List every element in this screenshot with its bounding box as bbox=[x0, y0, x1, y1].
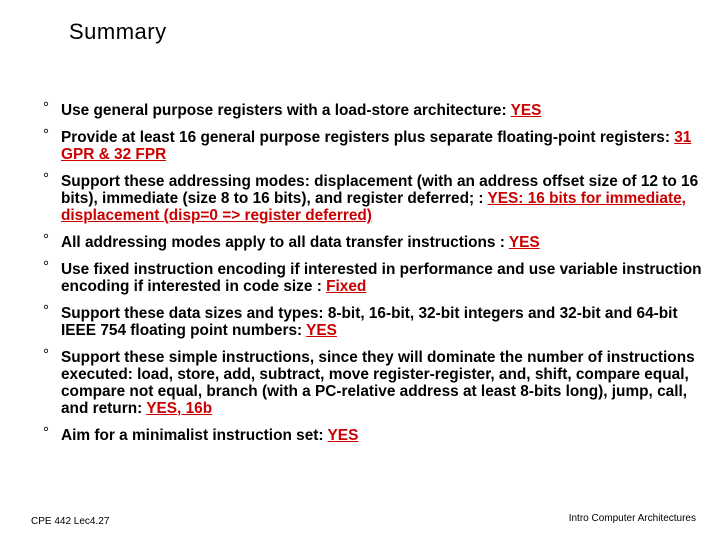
bullet-item bbox=[43, 170, 703, 224]
bullet-answer: YES bbox=[327, 427, 359, 444]
bullet-text: Support these data sizes and types: 8-bit, 16-bit, 32-bit integers and 32-bit and 64-bit IEEE 754 floating point numbers: bbox=[61, 305, 678, 339]
bullet-answer: YES bbox=[508, 234, 540, 251]
bullet-answer: 31 GPR & 32 FPR bbox=[61, 129, 692, 163]
bullet-text: Aim for a minimalist instruction set: bbox=[61, 427, 328, 444]
bullet-item bbox=[43, 231, 703, 251]
bullet-answer: Fixed bbox=[326, 278, 367, 295]
bullet-marker: ° bbox=[43, 302, 49, 319]
bullet-item bbox=[43, 424, 703, 444]
bullet-text: Use general purpose registers with a load-store architecture: bbox=[61, 102, 511, 119]
bullet-answer: YES: 16 bits for immediate, displacement (disp=0 => register deferred) bbox=[61, 190, 686, 224]
bullet-marker: ° bbox=[43, 346, 49, 363]
bullet-text: Provide at least 16 general purpose registers plus separate floating-point registers: bbox=[61, 129, 675, 146]
bullet-item bbox=[43, 258, 703, 295]
bullet-text: All addressing modes apply to all data transfer instructions : bbox=[61, 234, 509, 251]
bullet-answer: YES bbox=[306, 322, 337, 339]
bullet-marker: ° bbox=[43, 126, 49, 143]
bullet-item bbox=[43, 302, 703, 339]
bullet-marker: ° bbox=[43, 170, 49, 187]
bullet-text: Use fixed instruction encoding if interested in performance and use variable instruction encoding if interested in code size : bbox=[61, 261, 702, 295]
slide-title: Summary bbox=[69, 19, 167, 44]
bullet-text: Support these simple instructions, since they will dominate the number of instructions executed: load, store, add, subtract, move register-register, and, shift, compare equal, compare not equal, branch (with a PC-relative address at least 8-bits long), jump, call, and return: bbox=[61, 349, 695, 417]
footer-course-label: CPE 442 Lec4.27 bbox=[31, 516, 110, 527]
bullet-list bbox=[43, 99, 703, 454]
bullet-text: Support these addressing modes: displacement (with an address offset size of 12 to 16 bits), immediate (size 8 to 16 bits), and register deferred; : bbox=[61, 173, 699, 207]
bullet-marker: ° bbox=[43, 231, 49, 248]
bullet-marker: ° bbox=[43, 424, 49, 441]
footer-course-title: Intro Computer Architectures bbox=[568, 513, 696, 524]
bullet-item bbox=[43, 346, 703, 417]
bullet-marker: ° bbox=[43, 258, 49, 275]
bullet-item bbox=[43, 126, 703, 163]
bullet-item bbox=[43, 99, 703, 119]
bullet-answer: YES bbox=[510, 102, 542, 119]
bullet-answer: YES, 16b bbox=[146, 400, 213, 417]
bullet-marker: ° bbox=[43, 99, 49, 116]
